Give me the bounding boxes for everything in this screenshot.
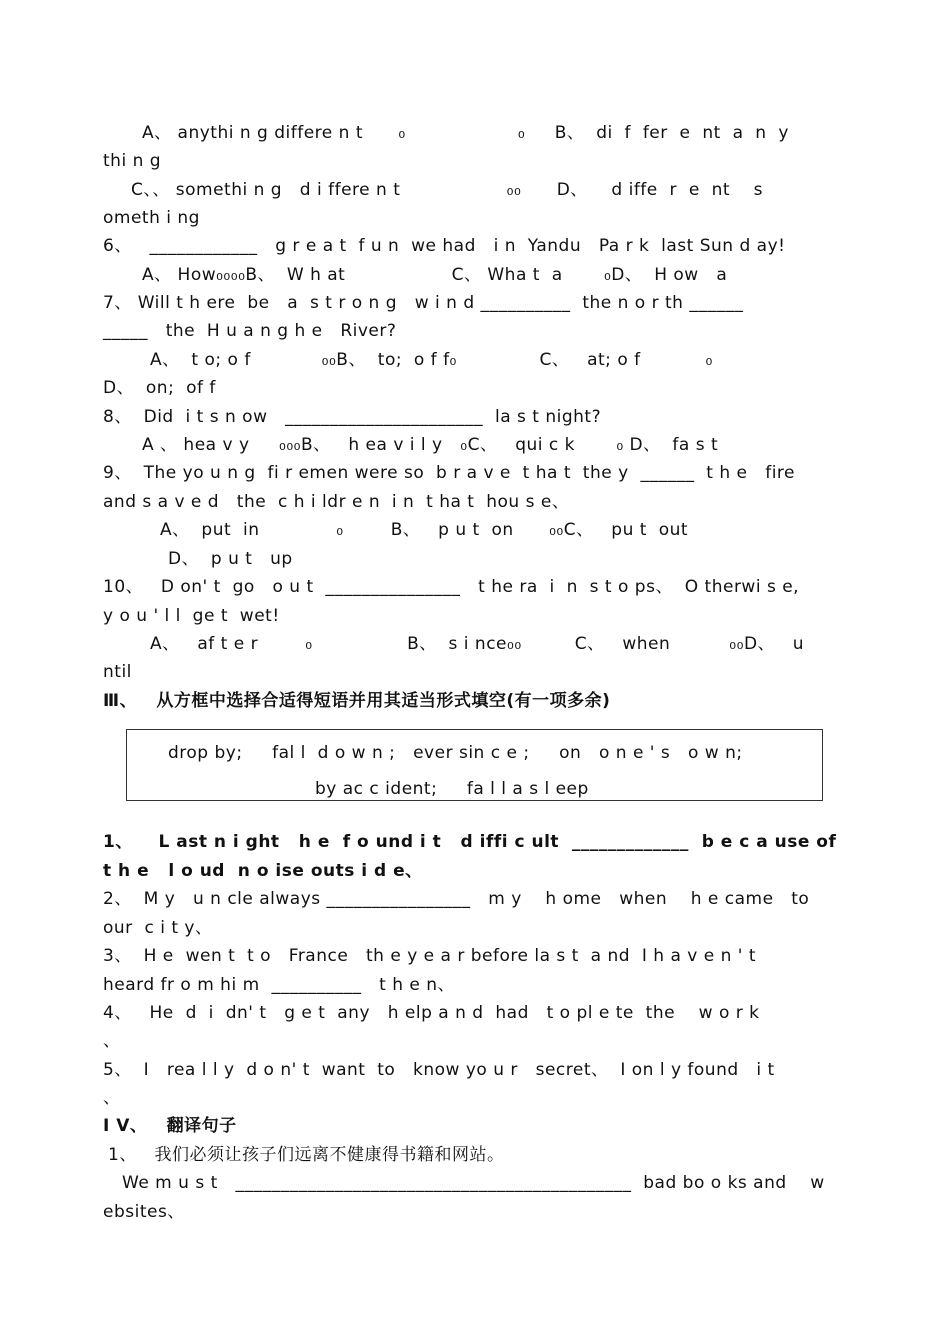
q10-options-cont: ntil [103, 662, 132, 682]
q10-stem-cont: y o u ' l l ge t wet! [103, 606, 280, 626]
s3-q5-cont: 、 [103, 1088, 121, 1108]
s3-q4-cont: 、 [103, 1031, 121, 1051]
section4-heading: Ⅰ V、 翻译句子 [103, 1116, 237, 1136]
s3-q2: 2、 M y u n cle always ________________ m y h ome when h e came to [103, 889, 810, 909]
phrase-box-line2: by ac c ident; fa l l a s l eep [315, 779, 589, 799]
s4-q1-answer: We m u s t ____________________________________________ bad bo o ks and w [122, 1173, 825, 1193]
s3-q5: 5、 I rea l l y d o n' t want to know yo u r secret、 I on l y found i t [103, 1060, 775, 1080]
s3-q3: 3、 H e wen t t o France th e y e a r before la s t a nd I h a v e n ' t [103, 946, 757, 966]
s3-q3-cont: heard fr o m hi m __________ t h e n、 [103, 975, 456, 995]
s4-q1-answer-cont: ebsites、 [103, 1202, 185, 1222]
q10-options: A、 af t e r ₀ B、 s i nce₀₀ C、 when ₀₀D、 u [150, 634, 805, 654]
q7-stem-cont: _____ the H u a n g h e River? [103, 321, 397, 341]
s3-q1-cont: t h e l o ud n o ise outs i d e、 [103, 861, 423, 881]
s3-q1: 1、 L ast n i ght h e f o und i t d iffi c ult _____________ b e c a use of [103, 832, 837, 852]
q9-options: A、 put in ₀ B、 p u t on ₀₀C、 pu t out [160, 520, 689, 540]
q10-stem: 10、 D on' t go o u t _______________ t he ra i n s t o ps、 O therwi s e, [103, 577, 800, 597]
q8-stem: 8、 Did i t s n ow ______________________ la s t night? [103, 407, 602, 427]
phrase-box-line1: drop by; fal l d o w n ; ever sin c e ; on o n e ' s o w n; [168, 743, 743, 763]
q5-options-ab: A、 anythi n g differe n t ₀ ₀ B、 di f fer e nt a n y [142, 123, 789, 143]
q5-options-ab-cont: thi n g [103, 151, 162, 171]
q5-options-cd: C、、 somethi n g d i ffere n t ₀₀ D、 d iffe r e nt s [131, 180, 764, 200]
q6-options: A、 How₀₀₀₀B、 W h at C、 Wha t a ₀D、 H ow a [142, 265, 728, 285]
q9-stem: 9、 The yo u n g fi r emen were so b r a v e t ha t the y ______ t h e fire [103, 463, 795, 483]
q8-options: A 、 hea v y ₀₀₀B、 h ea v i l y ₀C、 qui c k ₀ D、 fa s t [142, 435, 719, 455]
q7-options: A、 t o; o f ₀₀B、 to; o f f₀ C、 at; o f ₀ [150, 350, 713, 370]
section3-heading: Ⅲ、 从方框中选择合适得短语并用其适当形式填空(有一项多余) [103, 691, 611, 711]
s3-q2-cont: our c i t y、 [103, 918, 213, 938]
q7-stem: 7、 Will t h ere be a s t r o n g w i n d __________ the n o r th ______ [103, 293, 744, 313]
s4-q1: 1、 我们必须让孩子们远离不健康得书籍和网站。 [108, 1145, 505, 1165]
q5-options-cd-cont: ometh i ng [103, 208, 200, 228]
q9-options-cont: D、 p u t up [168, 549, 293, 569]
q9-stem-cont: and s a v e d the c h i ldr e n i n t ha t hou s e、 [103, 492, 570, 512]
q7-options-cont: D、 on; of f [103, 378, 216, 398]
s3-q4: 4、 He d i dn' t g e t any h elp a n d had t o pl e te the w o r k [103, 1003, 760, 1023]
q6-stem: 6、 ____________ g r e a t f u n we had i n Yandu Pa r k last Sun d ay! [103, 236, 786, 256]
